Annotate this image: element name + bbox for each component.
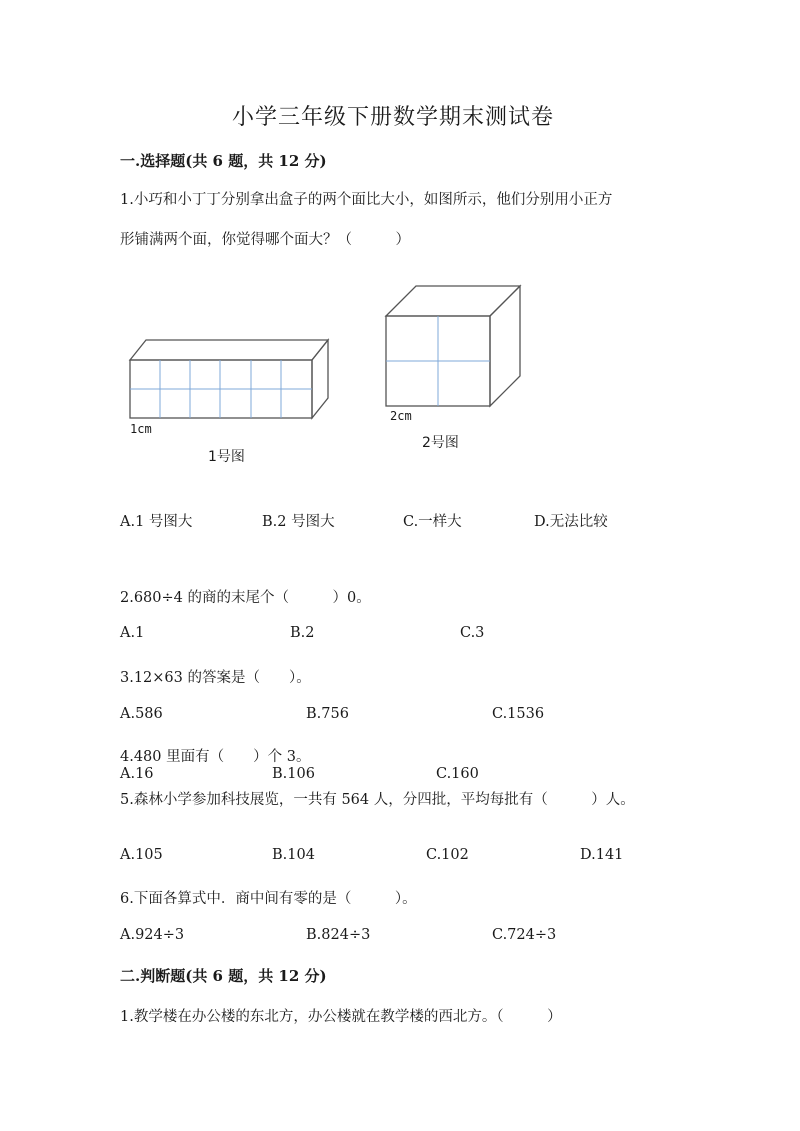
- judge-question-1: 1.教学楼在办公楼的东北方，办公楼就在教学楼的西北方。（ ）: [120, 1009, 562, 1025]
- q5-option-c: C.102: [426, 847, 469, 863]
- q6-option-c: C.724÷3: [492, 927, 557, 943]
- section-heading-choice: 一.选择题(共 6 题，共 12 分): [120, 152, 327, 170]
- figure-2-caption: 2号图: [422, 435, 459, 451]
- question-2: 2.680÷4 的商的末尾个（ ）0。: [120, 590, 371, 606]
- q1-option-a: A.1 号图大: [120, 514, 193, 530]
- q3-option-b: B.756: [306, 706, 349, 722]
- q1-option-c: C.一样大: [403, 514, 462, 530]
- q5-option-b: B.104: [272, 847, 315, 863]
- question-1-line-1: 1.小巧和小丁丁分别拿出盒子的两个面比大小，如图所示，他们分别用小正方: [120, 192, 613, 208]
- q6-option-a: A.924÷3: [120, 927, 185, 943]
- question-1-figure: [118, 278, 538, 478]
- section-heading-judge: 二.判断题(共 6 题，共 12 分): [120, 967, 327, 985]
- q3-option-a: A.586: [120, 706, 163, 722]
- question-4: 4.480 里面有（ ）个 3。: [120, 749, 311, 765]
- page-title: 小学三年级下册数学期末测试卷: [232, 105, 555, 130]
- question-1-line-2: 形铺满两个面，你觉得哪个面大？（ ）: [120, 232, 410, 248]
- q1-option-d: D.无法比较: [534, 514, 608, 530]
- q5-option-a: A.105: [120, 847, 163, 863]
- question-5: 5.森林小学参加科技展览，一共有 564 人，分四批，平均每批有（ ）人。: [120, 792, 635, 808]
- q2-option-a: A.1: [120, 625, 145, 641]
- figure-2-box: [386, 286, 520, 406]
- question-6: 6.下面各算式中．商中间有零的是（ ）。: [120, 891, 417, 907]
- question-3: 3.12×63 的答案是（ ）。: [120, 670, 311, 686]
- q4-option-a: A.16: [120, 766, 154, 782]
- q1-option-b: B.2 号图大: [262, 514, 335, 530]
- q2-option-c: C.3: [460, 625, 485, 641]
- q6-option-b: B.824÷3: [306, 927, 371, 943]
- q5-option-d: D.141: [580, 847, 624, 863]
- figure-1-unit-label: 1cm: [130, 422, 152, 436]
- q4-option-b: B.106: [272, 766, 315, 782]
- figure-1-caption: 1号图: [208, 449, 245, 465]
- q3-option-c: C.1536: [492, 706, 545, 722]
- q2-option-b: B.2: [290, 625, 315, 641]
- boxes-diagram: [118, 278, 538, 478]
- q4-option-c: C.160: [436, 766, 479, 782]
- figure-2-grid: [386, 316, 490, 406]
- figure-2-unit-label: 2cm: [390, 409, 412, 423]
- figure-1-grid: [130, 360, 312, 418]
